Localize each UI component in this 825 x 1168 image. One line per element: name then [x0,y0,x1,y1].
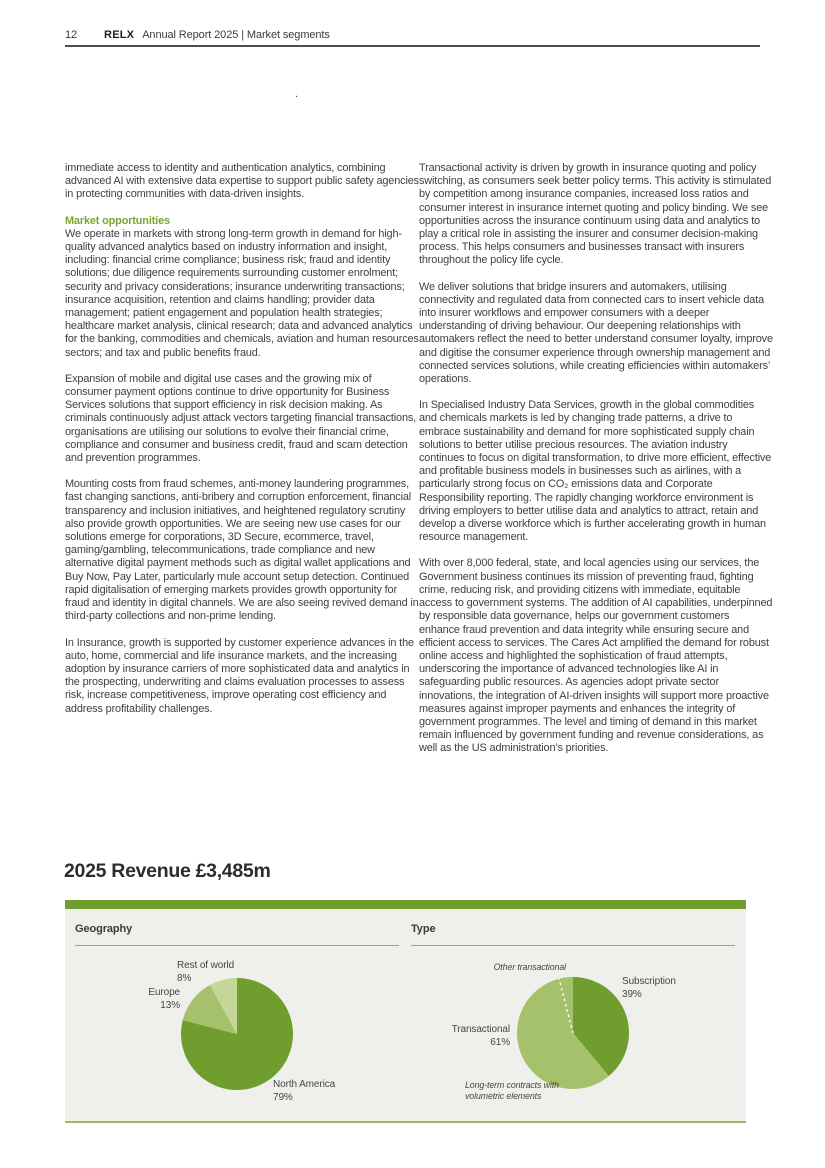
page-header [65,29,330,41]
left-text-column [65,162,419,729]
paragraph: With over 8,000 federal, state, and local agencies using our services, the Government business continues its mission of preventing fraud, fighting crime, reducing risk, and providing citizens with immediate, equitable access to government systems. The addition of AI capabilities, underpinned by responsible data governance, helps our government customers enhance fraud prevention and data integrity while ensuring secure and efficient access to services. The Cares Act amplified the demand for robust online access and highlighted the sophistication of fraud attempts, underscoring the importance of advanced technologies like AI in safeguarding public resources. As agencies adopt private sector innovations, the integration of AI-driven insights will support more proactive measures against improper payments and enhances the integrity of government programmes. The level and timing of demand in this market remain influenced by government funding and revenue considerations, as well as the US administration’s priorities. [419,557,773,755]
chart-title-type: Type [411,923,436,935]
paragraph: In Insurance, growth is supported by customer experience advances in the auto, home, commercial and life insurance markets, and the increasing adoption by insurance carriers of more sophisticated data and analytics in the prospecting, underwriting and claims evaluation processes to assess risk, increase competitiveness, improve operating cost efficiency and address profitability challenges. [65,636,414,715]
paragraph: We deliver solutions that bridge insurers and automakers, utilising connectivity and regulated data from connected cars to insert vehicle data into insurer workflows and empower consumers with a deeper understanding of driving behaviour. Our deepening relationships with automakers reflect the need to better understand consumer loyalty, improve and digitise the consumer experience through ownership management and connected services solutions, while creating efficiencies within automakers’ operations. [419,280,773,386]
pie-label-north-america: North America 79% [273,1079,336,1103]
pie-label-transactional: Transactional 61% [451,1024,510,1048]
brand-logo: RELX [104,29,135,41]
stray-mark: . [295,88,299,100]
paragraph: In Specialised Industry Data Services, growth in the global commodities and chemicals markets is led by changing trade patterns, a drive to embrace sustainability and demand for more sophisticated supply chain solutions to better utilise precious resources. The aviation industry continues to focus on digital transformation, to drive more efficient, effective and profitable business models in businesses such as airlines, with a particularly strong focus on CO₂ emissions data and Corporate Responsibility reporting. The rapidly changing workforce environment is driving employers to better utilise data and analytics to attract, retain and develop a diverse workforce which is further accelerating growth in human resource management. [419,399,772,544]
pie-label-long-term-contracts: Long-term contracts with volumetric elements [465,1080,559,1101]
chart-title-underline [411,945,735,946]
pie-label-other-transactional: Other transactional [493,962,566,972]
pie-label-subscription: Subscription 39% [622,976,676,1000]
paragraph: Transactional activity is driven by growth in insurance quoting and policy switching, as consumers seek better policy terms. This activity is stimulated by competition among insurance companies, increased loss ratios and consumer interest in insurance internet quoting and policy binding. We see opportunities across the insurance continuum using data and analytics to play a critical role in assisting the insurer and consumer decision-making process. This helps consumers and businesses transact with insurers throughout the policy life cycle. [419,162,772,267]
pie-label-rest-of-world: Rest of world 8% [177,960,235,984]
paragraph: Mounting costs from fraud schemes, anti-money laundering programmes, fast changing sanctions, anti-bribery and corruption enforcement, financial transparency and inclusion initiatives, and heightened regulatory scrutiny also provide growth opportunities. We are seeing new use cases for our solutions emerge for corporations, 3D Secure, ecommerce, travel, gaming/gambling, telecommunications, trade compliance and new alternative digital payment methods such as digital wallet applications and Buy Now, Pay Later, particularly mule account setup detection. Continued rapid digitalisation of emerging markets provides growth opportunity for fraud and identity in digital channels. We are also seeing revived demand in third-party collections and non-prime lending. [65,478,419,623]
pie-label-europe: Europe 13% [148,987,180,1011]
header-title: Annual Report 2025 | Market segments [142,29,330,41]
geography-pie-chart [177,974,297,1094]
paragraph: Expansion of mobile and digital use cases and the growing mix of consumer payment options continue to drive opportunity for Business Services solutions that support efficiency in risk decision making. As criminals continuously adjust attack vectors targeting financial transactions, organisations are utilising our solutions to evolve their financial crime, compliance and consumer and business credit, fraud and scam detection and prevention programmes. [65,372,417,465]
page-number: 12 [65,29,78,41]
revenue-charts-panel [65,900,746,1123]
chart-title-geography: Geography [75,923,133,935]
right-text-column [419,162,773,769]
chart-title-underline [75,945,399,946]
panel-top-bar [65,900,746,909]
revenue-section-title: 2025 Revenue £3,485m [64,860,271,882]
header-rule [65,45,760,47]
section-heading-market-opportunities: Market opportunities [65,214,170,227]
type-pie-chart [513,973,633,1093]
paragraph: We operate in markets with strong long-term growth in demand for high-quality advanced analytics based on industry information and insight, including: financial crime compliance; business risk; fraud and identity solutions; due diligence requirements surrounding customer enrolment; security and privacy considerations; insurance underwriting transactions; insurance acquisition, retention and claims handling; provider data management; patient engagement and population health strategies; healthcare market analysis, clinical research; data and advanced analytics for the banking, commodities and chemicals, aviation and human resources sectors; and tax and public benefits fraud. [65,227,419,359]
paragraph-intro-continuation: immediate access to identity and authentication analytics, combining advanced AI with extensive data expertise to support public safety agencies in protecting communities with data-driven insights. [65,162,419,201]
